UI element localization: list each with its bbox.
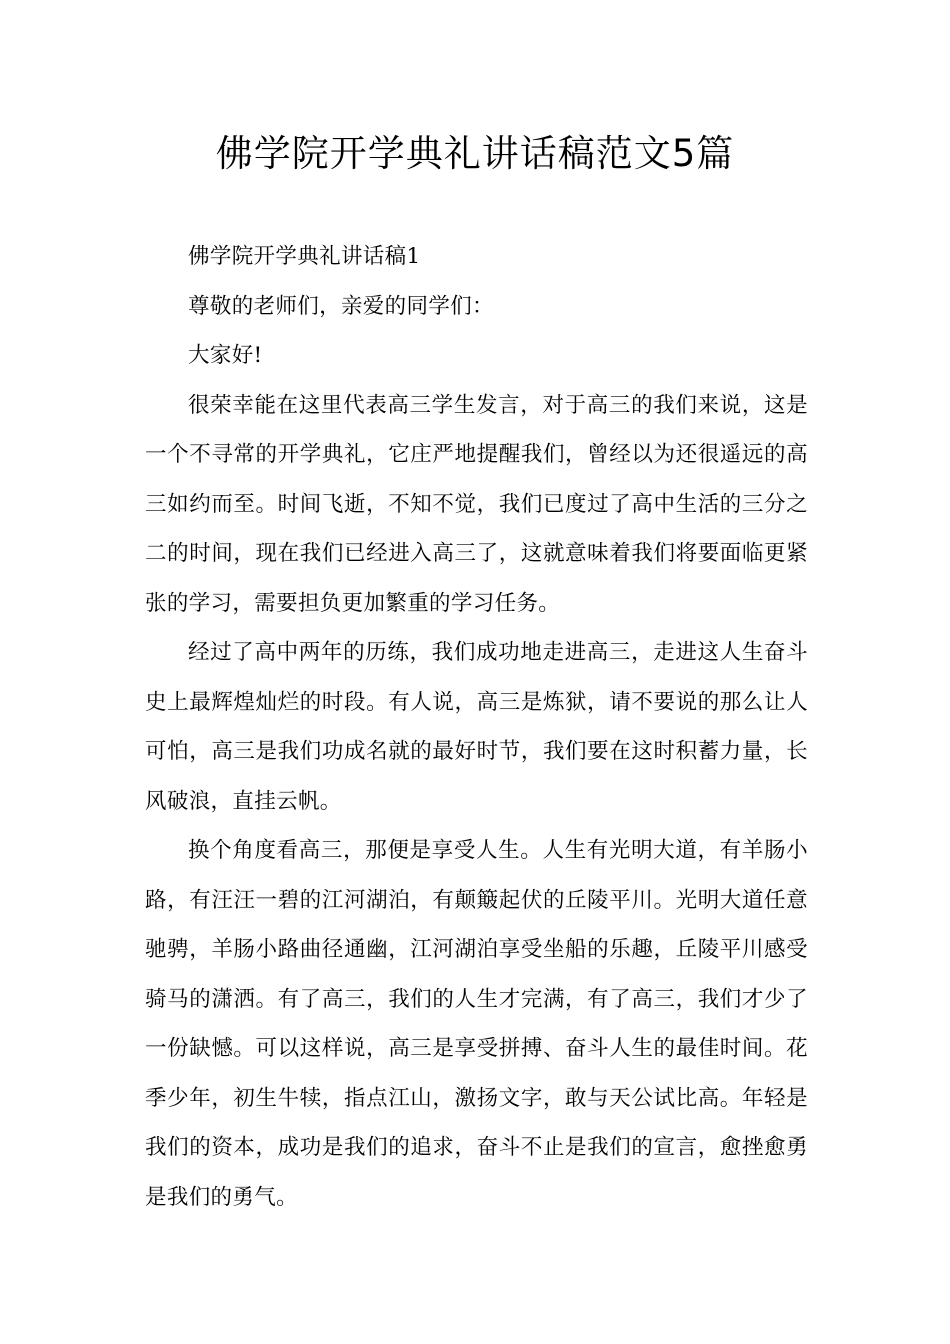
document-title: 佛学院开学典礼讲话稿范文5篇 — [215, 132, 735, 175]
greeting: 大家好! — [188, 343, 263, 368]
salutation: 尊敬的老师们，亲爱的同学们： — [188, 293, 494, 319]
body-paragraph: 经过了高中两年的历练，我们成功地走进高三，走进这人生奋斗史上最辉煌灿烂的时段。有人说，高三是炼狱，请不要说的那么让人可怕，高三是我们功成名就的最好时节，我们要在这时积蓄力量，长风破浪，直挂云帆。 — [145, 640, 808, 814]
section-heading: 佛学院开学典礼讲话稿1 — [188, 244, 421, 269]
body-paragraph: 换个角度看高三，那便是享受人生。人生有光明大道，有羊肠小路，有汪汪一碧的江河湖泊，有颠簸起伏的丘陵平川。光明大道任意驰骋，羊肠小路曲径通幽，江河湖泊享受坐船的乐趣，丘陵平川感受骑马的潇洒。有了高三，我们的人生才完满，有了高三，我们才少了一份缺憾。可以这样说，高三是享受拼搏、奋斗人生的最佳时间。花季少年，初生牛犊，指点江山，激扬文字，敢与天公试比高。年轻是我们的资本，成功是我们的追求，奋斗不止是我们的宣言，愈挫愈勇是我们的勇气。 — [145, 838, 808, 1210]
document-body — [145, 232, 808, 1222]
body-paragraph: 很荣幸能在这里代表高三学生发言，对于高三的我们来说，这是一个不寻常的开学典礼，它庄严地提醒我们，曾经以为还很遥远的高三如约而至。时间飞逝，不知不觉，我们已度过了高中生活的三分之二的时间，现在我们已经进入高三了，这就意味着我们将要面临更紧张的学习，需要担负更加繁重的学习任务。 — [145, 392, 808, 616]
